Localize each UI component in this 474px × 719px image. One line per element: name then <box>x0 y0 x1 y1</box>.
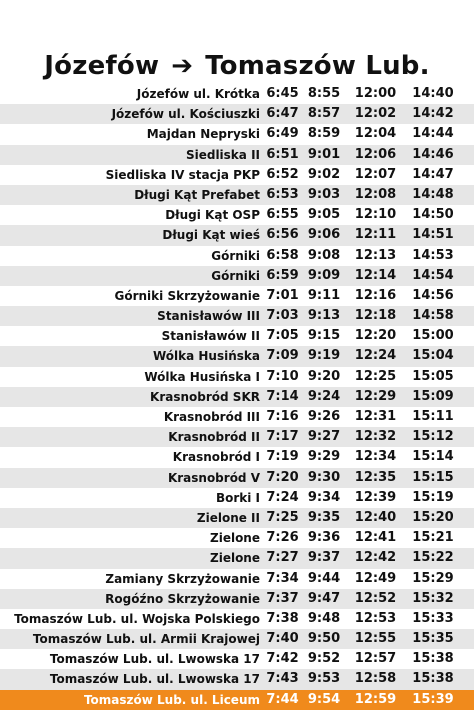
stop-name: Wólka Husińska <box>152 349 260 364</box>
stop-name: Józefów ul. Kościuszki <box>111 107 260 122</box>
departure-time: 12:31 <box>354 409 397 424</box>
departure-time: 9:34 <box>307 489 341 505</box>
stop-name: Krasnobród SKR <box>150 389 260 404</box>
departure-time: 15:32 <box>412 590 454 606</box>
departure-time: 6:55 <box>266 207 299 223</box>
departure-time: 9:03 <box>307 186 341 202</box>
stop-name: Zielone II <box>196 510 260 525</box>
table-row <box>0 286 474 306</box>
departure-time: 12:14 <box>354 267 397 283</box>
table-row <box>0 649 474 669</box>
departure-time: 14:44 <box>412 126 454 142</box>
departure-time: 12:49 <box>354 570 397 586</box>
stop-name: Stanisławów III <box>157 309 260 324</box>
departure-time: 12:08 <box>354 186 397 202</box>
stop-name: Krasnobród V <box>167 470 260 485</box>
departure-time: 12:41 <box>354 530 397 546</box>
departure-time: 9:54 <box>307 691 341 707</box>
departure-time: 9:19 <box>307 348 341 364</box>
departure-time: 15:14 <box>412 449 454 465</box>
departure-time: 9:27 <box>307 429 341 445</box>
departure-time: 15:00 <box>412 328 454 344</box>
departure-time: 14:50 <box>412 207 454 223</box>
stop-name: Majdan Nepryski <box>146 127 260 142</box>
departure-time: 7:44 <box>266 691 299 707</box>
departure-time: 14:56 <box>412 287 454 303</box>
departure-time: 6:51 <box>266 146 299 162</box>
departure-time: 12:39 <box>354 489 397 505</box>
departure-time: 6:53 <box>266 186 299 202</box>
departure-time: 9:11 <box>307 287 341 303</box>
departure-time: 12:00 <box>354 86 397 101</box>
table-row <box>0 569 474 589</box>
departure-time: 12:29 <box>354 388 397 404</box>
departure-time: 15:22 <box>412 550 454 566</box>
departure-time: 15:38 <box>412 671 454 687</box>
departure-time: 12:25 <box>354 368 397 384</box>
departure-time: 6:47 <box>266 106 299 122</box>
departure-time: 6:56 <box>266 227 299 243</box>
table-row <box>0 185 474 205</box>
departure-time: 14:42 <box>412 106 454 122</box>
table-row <box>0 669 474 689</box>
stop-name: Wólka Husińska I <box>144 369 260 384</box>
departure-time: 8:59 <box>307 126 341 142</box>
departure-time: 12:42 <box>354 550 397 566</box>
table-row <box>0 367 474 387</box>
departure-time: 14:46 <box>412 146 454 162</box>
table-row-final-stop <box>0 690 474 710</box>
departure-time: 9:37 <box>307 550 341 566</box>
table-row <box>0 104 474 124</box>
departure-time: 12:32 <box>354 429 397 445</box>
stop-name: Zamiany Skrzyżowanie <box>105 571 260 586</box>
table-row <box>0 84 474 104</box>
table-row <box>0 447 474 467</box>
departure-time: 12:58 <box>354 671 397 687</box>
table-row <box>0 548 474 568</box>
table-row <box>0 205 474 225</box>
table-row <box>0 246 474 266</box>
departure-time: 8:55 <box>307 86 341 101</box>
departure-time: 9:26 <box>307 409 341 424</box>
departure-time: 9:50 <box>307 631 341 647</box>
stop-name: Długi Kąt Prefabet <box>134 187 260 202</box>
departure-time: 14:51 <box>412 227 454 243</box>
departure-time: 7:01 <box>266 287 299 303</box>
stop-name: Górniki <box>211 268 260 283</box>
departure-time: 9:52 <box>307 651 341 667</box>
departure-time: 15:38 <box>412 651 454 667</box>
departure-time: 12:04 <box>354 126 397 142</box>
departure-time: 15:09 <box>412 388 454 404</box>
stop-name: Tomaszów Lub. ul. Armii Krajowej <box>32 632 260 647</box>
table-row <box>0 427 474 447</box>
departure-time: 7:09 <box>266 348 299 364</box>
departure-time: 7:26 <box>266 530 299 546</box>
departure-time: 15:12 <box>412 429 454 445</box>
departure-time: 7:37 <box>266 590 299 606</box>
departure-time: 14:47 <box>412 166 454 182</box>
departure-time: 12:34 <box>354 449 397 465</box>
stop-name: Krasnobród I <box>172 450 260 465</box>
departure-time: 15:21 <box>412 530 454 546</box>
table-row <box>0 589 474 609</box>
stop-name: Siedliska II <box>185 147 260 162</box>
stop-name: Długi Kąt wieś <box>162 228 260 243</box>
departure-time: 7:19 <box>266 449 299 465</box>
table-row <box>0 124 474 144</box>
departure-time: 12:20 <box>354 328 397 344</box>
departure-time: 7:42 <box>266 651 299 667</box>
table-row <box>0 468 474 488</box>
stop-name: Rogóźno Skrzyżowanie <box>105 591 260 606</box>
departure-time: 15:04 <box>412 348 454 364</box>
stop-name: Górniki Skrzyżowanie <box>114 288 260 303</box>
table-row <box>0 488 474 508</box>
departure-time: 12:11 <box>354 227 397 243</box>
stop-name: Zielone <box>210 551 260 566</box>
departure-time: 14:48 <box>412 186 454 202</box>
departure-time: 7:10 <box>266 368 299 384</box>
departure-time: 12:40 <box>354 509 397 525</box>
departure-time: 7:34 <box>266 570 299 586</box>
route-origin: Józefów <box>44 51 160 81</box>
departure-time: 12:13 <box>354 247 397 263</box>
departure-time: 12:35 <box>354 469 397 485</box>
departure-time: 15:29 <box>412 570 454 586</box>
route-destination: Tomaszów Lub. <box>205 51 430 81</box>
departure-time: 9:15 <box>307 328 341 344</box>
departure-time: 7:43 <box>266 671 299 687</box>
departure-time: 12:59 <box>354 691 397 707</box>
departure-time: 15:19 <box>412 489 454 505</box>
stop-name: Krasnobród III <box>163 410 260 424</box>
departure-time: 7:24 <box>266 489 299 505</box>
departure-time: 9:06 <box>307 227 341 243</box>
table-row <box>0 326 474 346</box>
departure-time: 14:53 <box>412 247 454 263</box>
departure-time: 12:18 <box>354 308 397 324</box>
stop-name: Krasnobród II <box>168 430 260 445</box>
departure-time: 14:58 <box>412 308 454 324</box>
departure-time: 9:09 <box>307 267 341 283</box>
departure-time: 7:16 <box>266 409 299 424</box>
departure-time: 7:17 <box>266 429 299 445</box>
departure-time: 15:11 <box>412 409 454 424</box>
stop-name: Górniki <box>211 248 260 263</box>
departure-time: 9:20 <box>307 368 341 384</box>
stop-name: Tomaszów Lub. ul. Liceum <box>83 692 260 707</box>
departure-time: 6:52 <box>266 166 299 182</box>
departure-time: 7:14 <box>266 388 299 404</box>
departure-time: 15:35 <box>412 631 454 647</box>
departure-time: 7:40 <box>266 631 299 647</box>
departure-time: 9:53 <box>307 671 341 687</box>
stop-name: Borki I <box>215 490 260 505</box>
stop-name: Stanisławów II <box>161 329 260 344</box>
table-row <box>0 225 474 245</box>
table-row <box>0 387 474 407</box>
arrow-right-icon: ➔ <box>171 51 194 81</box>
departure-time: 12:57 <box>354 651 397 667</box>
table-row <box>0 165 474 185</box>
table-row <box>0 306 474 326</box>
departure-time: 9:44 <box>307 570 341 586</box>
departure-time: 7:27 <box>266 550 299 566</box>
table-row <box>0 528 474 548</box>
departure-time: 12:53 <box>354 610 397 626</box>
departure-time: 12:55 <box>354 631 397 647</box>
departure-time: 6:58 <box>266 247 299 263</box>
departure-time: 6:59 <box>266 267 299 283</box>
departure-time: 9:35 <box>307 509 341 525</box>
departure-time: 12:02 <box>354 106 397 122</box>
departure-time: 9:08 <box>307 247 341 263</box>
timetable <box>0 84 474 710</box>
departure-time: 12:06 <box>354 146 397 162</box>
departure-time: 12:24 <box>354 348 397 364</box>
departure-time: 9:47 <box>307 590 341 606</box>
departure-time: 15:15 <box>412 469 454 485</box>
departure-time: 9:29 <box>307 449 341 465</box>
departure-time: 7:25 <box>266 509 299 525</box>
table-row <box>0 266 474 286</box>
stop-name: Tomaszów Lub. ul. Wojska Polskiego <box>14 611 260 626</box>
table-row <box>0 407 474 427</box>
departure-time: 7:05 <box>266 328 299 344</box>
table-row <box>0 629 474 649</box>
departure-time: 9:01 <box>307 146 341 162</box>
departure-time: 12:16 <box>354 287 397 303</box>
departure-time: 9:30 <box>307 469 341 485</box>
departure-time: 9:05 <box>307 207 341 223</box>
stop-name: Tomaszów Lub. ul. Lwowska 17 <box>49 672 260 687</box>
departure-time: 12:52 <box>354 590 397 606</box>
stop-name: Siedliska IV stacja PKP <box>105 167 260 182</box>
departure-time: 7:20 <box>266 469 299 485</box>
route-title <box>0 46 474 86</box>
departure-time: 9:36 <box>307 530 341 546</box>
stop-name: Tomaszów Lub. ul. Lwowska 17 <box>49 652 260 667</box>
departure-time: 12:10 <box>354 207 397 223</box>
table-row <box>0 609 474 629</box>
departure-time: 7:03 <box>266 308 299 324</box>
departure-time: 15:05 <box>412 368 454 384</box>
departure-time: 15:39 <box>412 691 454 707</box>
departure-time: 9:02 <box>307 166 341 182</box>
departure-time: 6:49 <box>266 126 299 142</box>
stop-name: Długi Kąt OSP <box>165 208 260 223</box>
departure-time: 9:24 <box>307 388 341 404</box>
table-row <box>0 145 474 165</box>
departure-time: 7:38 <box>266 610 299 626</box>
table-row <box>0 346 474 366</box>
departure-time: 12:07 <box>354 166 397 182</box>
departure-time: 14:54 <box>412 267 454 283</box>
departure-time: 8:57 <box>307 106 341 122</box>
table-row <box>0 508 474 528</box>
departure-time: 14:40 <box>412 86 454 101</box>
departure-time: 9:48 <box>307 610 341 626</box>
stop-name: Zielone <box>210 531 260 546</box>
departure-time: 15:33 <box>412 610 454 626</box>
stop-name: Józefów ul. Krótka <box>136 87 260 101</box>
departure-time: 15:20 <box>412 509 454 525</box>
departure-time: 6:45 <box>266 86 299 101</box>
departure-time: 9:13 <box>307 308 341 324</box>
